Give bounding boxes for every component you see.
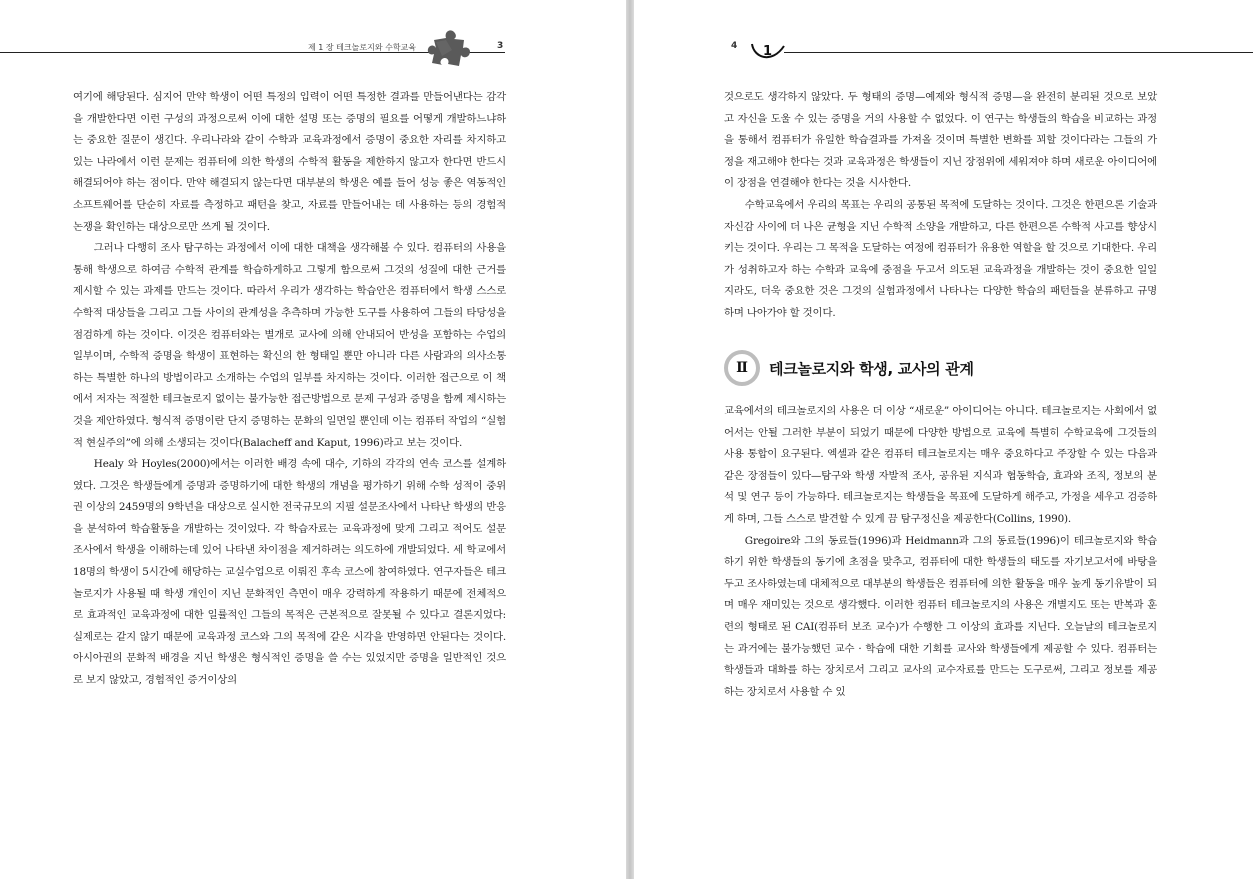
- right-page-number: 4: [731, 41, 738, 51]
- chapter-number-label: 1: [763, 44, 773, 59]
- book-gutter: [626, 0, 634, 879]
- section-numeral-badge: Ⅱ: [724, 350, 760, 386]
- left-paragraph-1: 여기에 해당된다. 심지어 만약 학생이 어떤 특정의 입력이 어떤 특정한 결과를 만들어낸다는 감각을 개발한다면 이런 구성의 과정으로써 이에 대한 설명 또는 증명의 필요를 어떻게 개발하느냐하는 중요한 질문이 생긴다. 우리나라와 같이 수학과 교육과정에서 증명이 중요한 자리를 차지하고 있는 나라에서 이런 문제는 컴퓨터에 의한 학생의 수학적 활동을 제한하지 않고자 한다면 반드시 해결되어야 하는 점이다. 만약 해결되지 않는다면 대부분의 학생은 예를 들어 성능 좋은 역동적인 소프트웨어를 단순히 자료를 측정하고 패턴을 찾고, 자료를 만들어내는 데 사용하는 등의 경험적 논쟁을 확인하는 대상으로만 쓰게 될 것이다.: [73, 91, 506, 233]
- right-paragraph-3: 교육에서의 테크놀로지의 사용은 더 이상 “새로운” 아이디어는 아니다. 테크놀로지는 사회에서 없어서는 안될 그러한 부분이 되었기 때문에 다양한 방법으로 교육에 특별히 수학교육에 그것들의 사용 통합이 요구된다. 엑셀과 같은 컴퓨터 테크놀로지는 매우 중요하다고 주장할 수 있는 다음과 같은 장점들이 있다—탐구와 학생 자발적 조사, 공유된 지식과 협동학습, 효과와 조직, 정보의 분석 및 연구 등이 가능하다. 테크놀로지는 학생들을 목표에 도달하게 해주고, 가정을 세우고 검증하게 하며, 그들 스스로 발견할 수 있게 끔 탐구정신을 제공한다(Collins, 1990).: [724, 405, 1157, 525]
- right-body-text-bottom: [724, 401, 1157, 703]
- section-title: 테크놀로지와 학생, 교사의 관계: [769, 359, 974, 378]
- right-header-rule: [784, 52, 1253, 53]
- left-paragraph-3: Healy 와 Hoyles(2000)에서는 이러한 배경 속에 대수, 기하의 각각의 연속 코스를 설계하였다. 그것은 학생들에게 증명과 증명하기에 대한 학생의 개념을 평가하기 위해 수학 성적이 중위권 이상의 2459명의 9학년을 대상으로 실시한 전국규모의 지필 설문조사에서 나타난 학생의 반응을 분석하여 학습활동을 개발하는 것이었다. 각 학습자료는 교육과정에 맞게 그리고 적어도 설문조사에서 학생을 이해하는데 있어 나타낸 차이점을 제거하려는 의도하에 개발되었다. 세 학교에서 18명의 학생이 5시간에 해당하는 교실수업으로 이뤄진 후속 코스에 참여하였다. 연구자들은 테크놀로지가 사용될 때 학생 개인이 지닌 문화적인 측면이 매우 강력하게 작용하기 때문에 전체적으로 효과적인 교육과정에 대한 일률적인 그들의 목적은 근본적으로 잘못될 수 있다고 결론지었다: 실제로는 같지 않기 때문에 교육과정 코스와 그의 목적에 같은 시각을 반영하면 안된다는 것이다. 아시아권의 문화적 배경을 지닌 학생은 형식적인 증명을 쓸 수는 있었지만 증명을 일반적인 것으로 보지 않았고, 경험적인 증거이상의: [73, 458, 506, 687]
- right-body-text-top: [724, 87, 1157, 325]
- left-paragraph-2: 그러나 다행히 조사 탐구하는 과정에서 이에 대한 대책을 생각해볼 수 있다. 컴퓨터의 사용을 통해 학생으로 하여금 수학적 관계를 학습하게하고 그렇게 함으로써 그것의 성질에 대한 근거를 제시할 수 있는 과제를 만드는 것이다. 따라서 우리가 생각하는 학습안은 컴퓨터에서 학생 스스로 수학적 대상들을 그리고 그들 사이의 관계성을 추측하며 가능한 도구를 사용하여 그들의 타당성을 점검하게 하는 것이다. 이것은 컴퓨터와는 별개로 교사에 의해 안내되어 반성을 포함하는 수업의 일부이며, 수학적 증명을 학생이 표현하는 확신의 한 형태일 뿐만 아니라 다른 사람과의 의사소통하는 특별한 하나의 방법이라고 소개하는 수업의 일부를 차지하는 것이다. 이러한 접근으로 이 책에서 저자는 적절한 테크놀로지 없이는 불가능한 접근방법으로 문제 구성과 증명을 함께 제시하는 것을 제안하였다. 형식적 증명이란 단지 증명하는 문화의 일면일 뿐인데 이는 컴퓨터 작업의 “실험적 현실주의”에 의해 소생되는 것이다(Balacheff and Kaput, 1996)라고 보는 것이다.: [73, 242, 506, 449]
- puzzle-piece-icon: [426, 26, 474, 70]
- right-paragraph-2: 수학교육에서 우리의 목표는 우리의 공통된 목적에 도달하는 것이다. 그것은 한편으론 기술과 자신감 사이에 더 나은 균형을 지닌 수학적 소양을 개발하고, 다른 한편으론 수학적 사고를 향상시키는 것이다. 우리는 그 목적을 도달하는 여정에 컴퓨터가 유용한 역할을 할 것으로 기대한다. 우리가 성취하고자 하는 수학과 교육에 중점을 두고서 의도된 교육과정을 개발하는 것이 중요한 일일지라도, 더욱 중요한 것은 그것의 실험과정에서 나타나는 다양한 학습의 패턴들을 분류하고 규명하며 나아가야 할 것이다.: [724, 198, 1157, 319]
- right-paragraph-4: Gregoire와 그의 동료들(1996)과 Heidmann과 그의 동료들(1996)이 테크놀로지와 학습하기 위한 학생들의 동기에 초점을 맞추고, 컴퓨터에 대한 학생들의 태도를 자기보고서에 바탕을 두고 조사하였는데 대체적으로 대부분의 학생들은 컴퓨터에 의한 활동을 매우 높게 동기유발이 되며 매우 재미있는 것으로 생각했다. 이러한 컴퓨터 테크놀로지의 사용은 개별지도 또는 반복과 훈련의 형태로 된 CAI(컴퓨터 보조 교수)가 수행한 그 이상의 효과를 지닌다. 오늘날의 테크놀로지는 과거에는 불가능했던 교수 · 학습에 대한 기회를 교사와 학생들에게 제공할 수 있다. 컴퓨터는 학생들과 대화를 하는 장치로서 그리고 교사의 교수자료를 만드는 도구로써, 그리고 정보를 제공하는 장치로서 사용할 수 있: [724, 534, 1157, 698]
- left-body-text: [73, 87, 506, 692]
- left-page: [0, 0, 626, 879]
- chapter-number-swoosh-icon: [750, 38, 788, 62]
- left-page-number: 3: [497, 41, 504, 51]
- section-heading: [724, 350, 974, 386]
- left-running-header: 제 1 장 테크놀로지와 수학교육: [308, 43, 416, 52]
- right-paragraph-1: 것으로도 생각하지 않았다. 두 형태의 증명—예제와 형식적 증명—을 완전히 분리된 것으로 보았고 자신을 도울 수 있는 증명을 거의 사용할 수 없었다. 이 연구는 학생들의 학습을 비교하는 과정을 통해서 컴퓨터가 유일한 학습결과를 가져올 것이며 특별한 변화를 꾀할 것이다라는 그들의 가정을 재고해야 한다는 것과 교육과정은 학생들이 지닌 장점위에 세워져야 하며 새로운 아이디어에 이 장점을 연결해야 한다는 것을 시사한다.: [724, 91, 1157, 190]
